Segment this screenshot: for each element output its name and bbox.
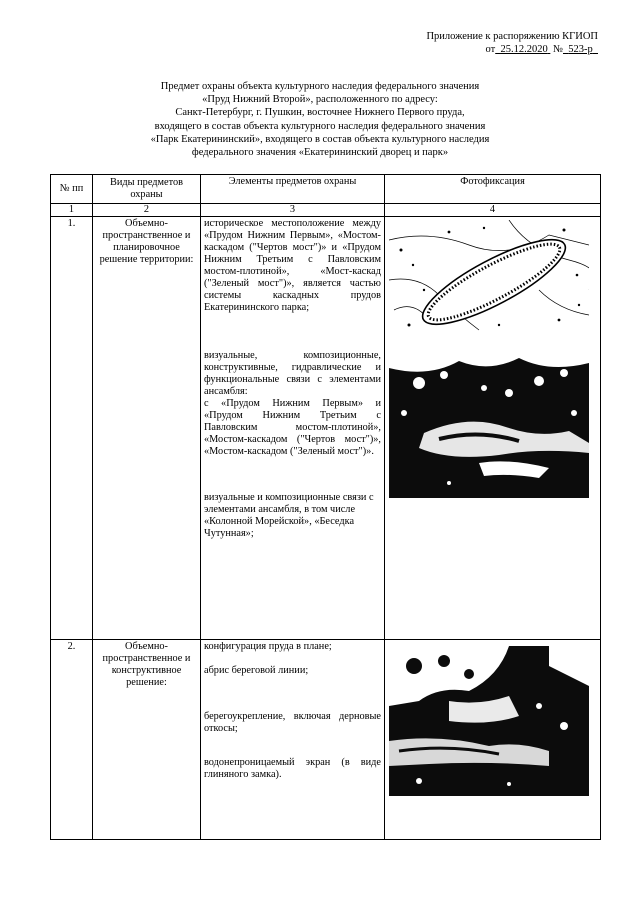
colnum: 4 bbox=[385, 204, 601, 217]
colnum: 1 bbox=[51, 204, 93, 217]
column-number-row bbox=[51, 204, 601, 217]
header-photo: Фотофиксация bbox=[385, 175, 601, 204]
header-elements: Элементы предметов охраны bbox=[201, 175, 385, 204]
element-text: визуальные и композиционные связи с элементами ансамбля, в том числе «Колонной Морейской», «Беседка Чутунная»; bbox=[204, 492, 374, 539]
title-line: Санкт-Петербург, г. Пушкин, восточнее Нижнего Первого пруда, bbox=[175, 107, 465, 119]
title-line: «Парк Екатерининский», входящего в состав объекта культурного наследия bbox=[150, 133, 490, 145]
colnum: 3 bbox=[201, 204, 385, 217]
order-date: 25.12.2020 bbox=[500, 44, 548, 55]
element-text: берегоукрепление, включая дерновые откосы; bbox=[204, 711, 381, 734]
title-line: «Пруд Нижний Второй», расположенного по адресу: bbox=[202, 94, 438, 106]
colnum: 2 bbox=[93, 204, 201, 217]
row-type: Объемно-пространственное и планировочное решение территории: bbox=[93, 217, 201, 640]
protection-table bbox=[50, 174, 601, 840]
table-row bbox=[51, 217, 601, 640]
pond-photo bbox=[389, 343, 589, 498]
title-line: федерального значения «Екатерининский дворец и парк» bbox=[191, 147, 449, 159]
row-type: Объемно-пространственное и конструктивное решение: bbox=[93, 640, 201, 840]
row-elements bbox=[201, 640, 385, 840]
row-photos bbox=[385, 217, 601, 640]
date-prefix: от bbox=[485, 44, 496, 55]
element-text: абрис береговой линии; bbox=[204, 665, 309, 676]
table-row bbox=[51, 640, 601, 840]
shoreline-photo bbox=[389, 646, 589, 796]
document-title bbox=[80, 80, 560, 159]
title-line: Предмет охраны объекта культурного наследия федерального значения bbox=[160, 81, 480, 92]
element-text: визуальные, композиционные, конструктивные, гидравлические и функциональные связи с элементами ансамбля: bbox=[204, 350, 381, 397]
number-prefix: № bbox=[552, 44, 563, 55]
row-elements bbox=[201, 217, 385, 640]
title-line: входящего в состав объекта культурного наследия федерального значения bbox=[154, 120, 486, 132]
element-text: историческое местоположение между «Прудом Нижним Первым», «Мостом-каскадом ("Чертов мост")» и «Прудом Нижним Третьим с Павловским мостом-плотиной», «Мост-каскад ("Зеленый мост")», является частью системы каскадных прудов Екатерининского парка; bbox=[204, 218, 381, 313]
order-number: 523-р bbox=[568, 44, 593, 55]
row-num: 1. bbox=[51, 217, 93, 640]
plan-map-image bbox=[389, 220, 589, 335]
row-photos bbox=[385, 640, 601, 840]
header-num: № пп bbox=[51, 175, 93, 204]
element-text: с «Прудом Нижним Первым» и «Прудом Нижним Третьим с Павловским мостом-плотиной», «Мостом-каскадом ("Чертов мост")», «Мостом-каскадом ("Зеленый мост")». bbox=[204, 398, 381, 457]
row-num: 2. bbox=[51, 640, 93, 840]
document-header bbox=[426, 30, 598, 56]
header-type: Виды предметов охраны bbox=[93, 175, 201, 204]
element-text: конфигурация пруда в плане; bbox=[204, 641, 332, 652]
date-number-line bbox=[426, 43, 598, 56]
table-header-row bbox=[51, 175, 601, 204]
annex-line: Приложение к распоряжению КГИОП bbox=[426, 31, 598, 42]
element-text: водонепроницаемый экран (в виде глиняного замка). bbox=[204, 757, 381, 780]
